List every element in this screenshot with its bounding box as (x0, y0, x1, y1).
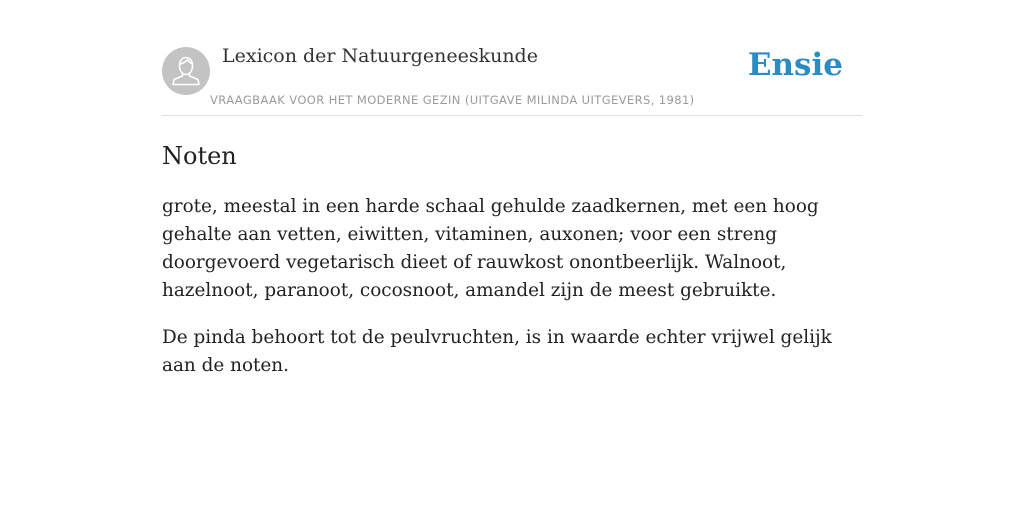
brand-logo-link[interactable]: Ensie (747, 47, 843, 83)
source-subtitle: VRAAGBAAK VOOR HET MODERNE GEZIN (UITGAVE MILINDA UITGEVERS, 1981) (210, 93, 695, 107)
user-silhouette-icon (162, 47, 210, 95)
source-title-link[interactable]: Lexicon der Natuurgeneeskunde (222, 45, 538, 67)
page-content (162, 0, 862, 399)
avatar[interactable] (162, 47, 210, 95)
source-header (162, 0, 862, 116)
entry-paragraph: De pinda behoort tot de peulvruchten, is in waarde echter vrijwel gelijk aan de noten. (162, 327, 832, 376)
entry-title: Noten (162, 142, 237, 170)
entry-paragraph: grote, meestal in een harde schaal gehulde zaadkernen, met een hoog gehalte aan vetten, eiwitten, vitaminen, auxonen; voor een streng doorgevoerd vegetarisch dieet of rauwkost onontbeerlijk. Walnoot, hazelnoot, paranoot, cocosnoot, amandel zijn de meest gebruikte. (162, 196, 819, 301)
entry-body (162, 193, 862, 380)
